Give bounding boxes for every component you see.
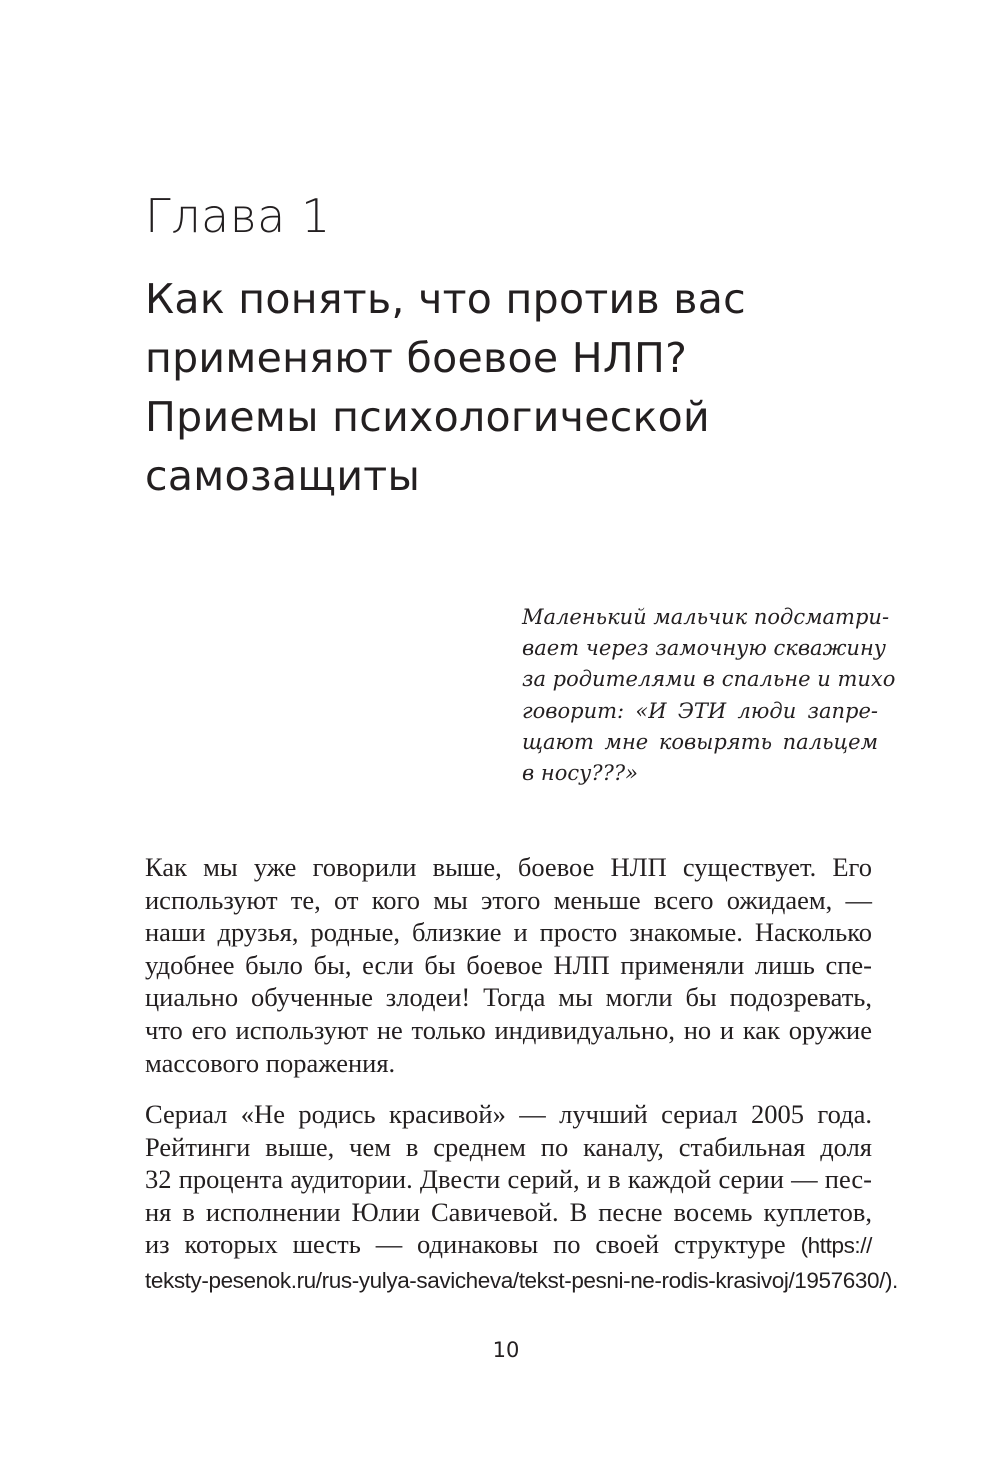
paragraph-line: массового поражения. <box>145 1047 396 1078</box>
paragraph-2 <box>145 1098 898 1298</box>
epigraph-line: щают мне ковырять пальцем <box>522 729 878 754</box>
paragraph-line: используют те, от кого мы этого меньше всего ожидаем, — <box>145 884 872 915</box>
epigraph-line: Маленький мальчик подсматри- <box>522 605 890 629</box>
paragraph-line <box>145 1228 872 1263</box>
paragraph-line: циально обученные злодеи! Тогда мы могли бы подозревать, <box>145 982 872 1013</box>
epigraph <box>522 602 896 789</box>
paragraph-line: Сериал «Не родись красивой» — лучший сериал 2005 года. <box>145 1099 872 1129</box>
paragraph-1 <box>145 851 872 1079</box>
epigraph-line: в носу???» <box>522 761 638 786</box>
paragraph-line: наши друзья, родные, близкие и просто знакомые. Насколько <box>145 917 872 948</box>
paragraph-line-text: из которых шесть — одинаковы по своей структуре <box>145 1229 786 1260</box>
paragraph-line <box>145 1263 898 1298</box>
chapter-title-line: Приемы психологической <box>145 393 710 441</box>
page-number: 10 <box>492 1338 520 1362</box>
paragraph-line: что его используют не только индивидуально, но и как оружие <box>145 1014 872 1045</box>
epigraph-line: говорит: «И ЭТИ люди запре- <box>522 698 878 723</box>
chapter-title-line: Как понять, что против вас <box>145 275 746 323</box>
chapter-label: Глава 1 <box>145 189 331 243</box>
paragraph-line: Как мы уже говорили выше, боевое НЛП существует. Его <box>145 852 872 882</box>
source-link[interactable]: teksty-pesenok.ru/rus-yulya-savicheva/tekst-pesni-ne-rodis-krasivoj/1957630/). <box>145 1267 898 1293</box>
chapter-title <box>145 270 905 506</box>
source-link-start[interactable]: (https:// <box>800 1233 872 1259</box>
paragraph-line: 32 процента аудитории. Двести серий, и в каждой серии — пес- <box>145 1164 872 1195</box>
paragraph-line: удобнее было бы, если бы боевое НЛП применяли лишь спе- <box>145 949 872 980</box>
epigraph-line: вает через замочную скважину <box>522 636 886 661</box>
chapter-title-line: самозащиты <box>145 452 421 500</box>
paragraph-line: ня в исполнении Юлии Савичевой. В песне восемь куплетов, <box>145 1196 872 1227</box>
chapter-title-line: применяют боевое НЛП? <box>145 334 688 382</box>
epigraph-line: за родителями в спальне и тихо <box>522 667 896 692</box>
paragraph-line: Рейтинги выше, чем в среднем по каналу, стабильная доля <box>145 1131 872 1162</box>
